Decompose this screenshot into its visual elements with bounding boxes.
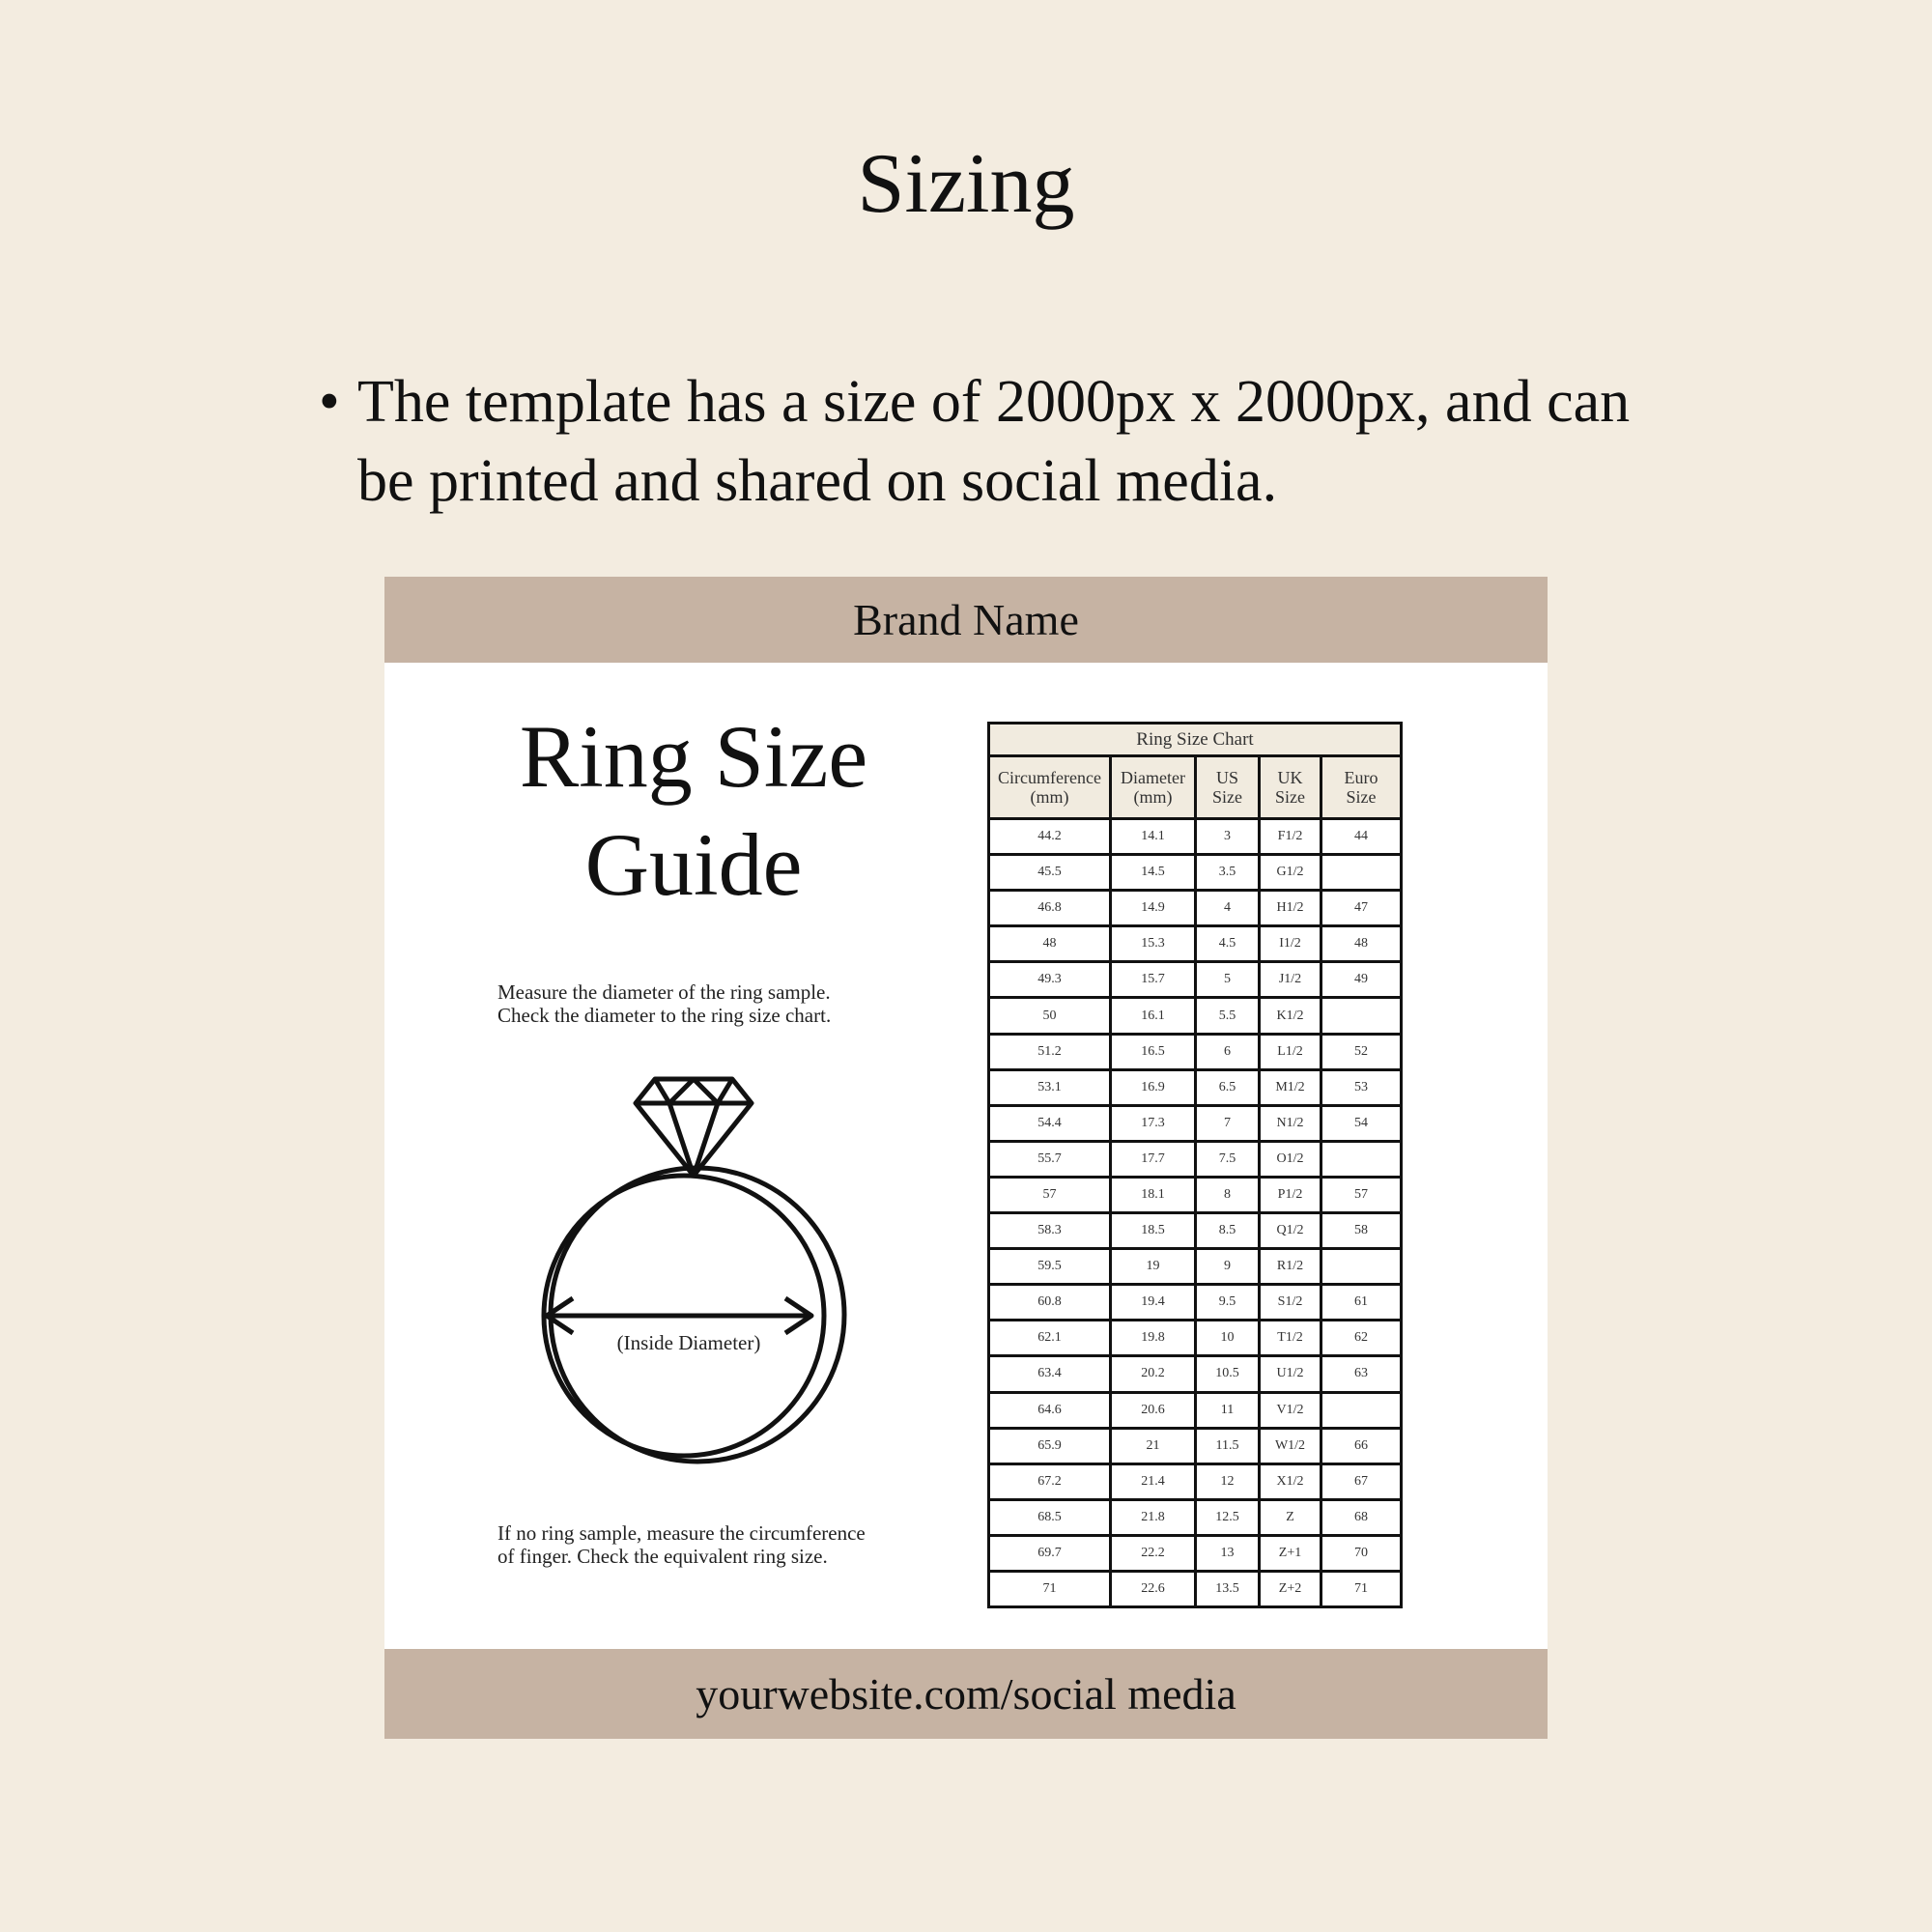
diameter-instruction [497, 980, 831, 1027]
table-row [989, 819, 1402, 855]
table-cell: 8 [1196, 1177, 1260, 1212]
table-cell: 22.6 [1111, 1571, 1196, 1606]
table-row [989, 1356, 1402, 1392]
table-cell: 52 [1321, 1034, 1402, 1069]
table-cell: 57 [989, 1177, 1111, 1212]
table-cell: 53 [1321, 1069, 1402, 1105]
table-cell: 49 [1321, 962, 1402, 998]
table-cell: 50 [989, 998, 1111, 1034]
table-cell: W1/2 [1260, 1428, 1321, 1463]
table-cell: 62 [1321, 1321, 1402, 1356]
table-cell: 19.4 [1111, 1285, 1196, 1321]
table-cell: F1/2 [1260, 819, 1321, 855]
table-cell [1321, 1141, 1402, 1177]
table-cell: L1/2 [1260, 1034, 1321, 1069]
column-header-line: Size [1212, 787, 1242, 807]
table-cell: 9 [1196, 1249, 1260, 1285]
column-header [989, 756, 1111, 819]
table-cell: 59.5 [989, 1249, 1111, 1285]
table-cell: 13.5 [1196, 1571, 1260, 1606]
table-cell: 4 [1196, 891, 1260, 926]
page-title: Sizing [857, 137, 1075, 231]
table-cell: 21.8 [1111, 1499, 1196, 1535]
table-cell: 46.8 [989, 891, 1111, 926]
table-row [989, 1141, 1402, 1177]
brand-name-header: Brand Name [384, 577, 1548, 663]
ring-diagram-icon [520, 1069, 867, 1494]
table-row [989, 855, 1402, 891]
table-cell: Z+2 [1260, 1571, 1321, 1606]
column-header-line: (mm) [1133, 787, 1173, 807]
table-cell: 6 [1196, 1034, 1260, 1069]
table-cell: T1/2 [1260, 1321, 1321, 1356]
table-cell: 11 [1196, 1392, 1260, 1428]
table-cell: 48 [989, 926, 1111, 962]
table-cell: R1/2 [1260, 1249, 1321, 1285]
table-cell: 7 [1196, 1105, 1260, 1141]
table-cell: 58.3 [989, 1213, 1111, 1249]
inside-diameter-label: (Inside Diameter) [616, 1331, 761, 1354]
column-header-line: UK [1277, 768, 1303, 787]
column-header [1111, 756, 1196, 819]
table-cell: 12.5 [1196, 1499, 1260, 1535]
table-cell: 3 [1196, 819, 1260, 855]
table-cell: 19 [1111, 1249, 1196, 1285]
column-header-line: Euro [1344, 768, 1378, 787]
table-cell: 20.6 [1111, 1392, 1196, 1428]
diamond-icon [636, 1079, 752, 1176]
table-cell: 65.9 [989, 1428, 1111, 1463]
website-footer: yourwebsite.com/social media [384, 1649, 1548, 1739]
table-row [989, 1463, 1402, 1499]
table-row [989, 1069, 1402, 1105]
table-cell: 44.2 [989, 819, 1111, 855]
table-cell: H1/2 [1260, 891, 1321, 926]
table-cell: 64.6 [989, 1392, 1111, 1428]
table-cell: Z+1 [1260, 1535, 1321, 1571]
table-cell: G1/2 [1260, 855, 1321, 891]
table-row [989, 1213, 1402, 1249]
table-row [989, 1428, 1402, 1463]
column-header-line: Circumference [998, 768, 1101, 787]
table-cell: 21 [1111, 1428, 1196, 1463]
table-row [989, 1392, 1402, 1428]
table-cell: 67 [1321, 1463, 1402, 1499]
table-cell: 17.3 [1111, 1105, 1196, 1141]
table-cell: Z [1260, 1499, 1321, 1535]
table-cell: J1/2 [1260, 962, 1321, 998]
table-cell: 12 [1196, 1463, 1260, 1499]
table-cell: 58 [1321, 1213, 1402, 1249]
column-header [1260, 756, 1321, 819]
table-cell: K1/2 [1260, 998, 1321, 1034]
table-cell: 16.5 [1111, 1034, 1196, 1069]
table-row [989, 1571, 1402, 1606]
bullet-text: The template has a size of 2000px x 2000px, and can be printed and shared on social media. [357, 369, 1631, 514]
column-header-line: Size [1275, 787, 1305, 807]
table-cell: 68.5 [989, 1499, 1111, 1535]
table-cell: 5 [1196, 962, 1260, 998]
table-cell: 66 [1321, 1428, 1402, 1463]
table-cell: 20.2 [1111, 1356, 1196, 1392]
table-row [989, 998, 1402, 1034]
table-cell: 3.5 [1196, 855, 1260, 891]
table-row [989, 1535, 1402, 1571]
bullet-item [319, 362, 1671, 521]
column-header [1321, 756, 1402, 819]
table-cell: 13 [1196, 1535, 1260, 1571]
table-cell: 67.2 [989, 1463, 1111, 1499]
chart-caption: Ring Size Chart [989, 724, 1402, 756]
column-header-line: (mm) [1030, 787, 1069, 807]
table-cell: 5.5 [1196, 998, 1260, 1034]
table-cell [1321, 855, 1402, 891]
table-cell: 14.5 [1111, 855, 1196, 891]
column-header-line: Diameter [1121, 768, 1185, 787]
table-cell: 61 [1321, 1285, 1402, 1321]
table-cell: 54 [1321, 1105, 1402, 1141]
table-row [989, 962, 1402, 998]
table-cell: X1/2 [1260, 1463, 1321, 1499]
table-row [989, 1285, 1402, 1321]
bullet-dot-icon: • [319, 369, 340, 435]
column-header-line: US [1215, 768, 1238, 787]
instruction-line: Measure the diameter of the ring sample. [497, 980, 831, 1004]
table-cell: 63.4 [989, 1356, 1111, 1392]
table-cell: 47 [1321, 891, 1402, 926]
table-cell: U1/2 [1260, 1356, 1321, 1392]
table-cell: P1/2 [1260, 1177, 1321, 1212]
table-cell: 45.5 [989, 855, 1111, 891]
table-row [989, 926, 1402, 962]
column-header-line: Size [1346, 787, 1377, 807]
table-row [989, 1177, 1402, 1212]
table-cell: 62.1 [989, 1321, 1111, 1356]
table-cell: 60.8 [989, 1285, 1111, 1321]
guide-title-line1: Ring Size [519, 707, 868, 806]
table-row [989, 1249, 1402, 1285]
guide-title [500, 702, 887, 919]
instruction-line: Check the diameter to the ring size chart. [497, 1004, 832, 1027]
table-cell: 10 [1196, 1321, 1260, 1356]
table-cell [1321, 998, 1402, 1034]
table-cell: 17.7 [1111, 1141, 1196, 1177]
table-cell: 14.9 [1111, 891, 1196, 926]
table-row [989, 1105, 1402, 1141]
table-cell: 10.5 [1196, 1356, 1260, 1392]
table-cell: 71 [989, 1571, 1111, 1606]
table-cell: 16.1 [1111, 998, 1196, 1034]
table-cell: 55.7 [989, 1141, 1111, 1177]
table-row [989, 1034, 1402, 1069]
table-cell: 71 [1321, 1571, 1402, 1606]
table-cell: 53.1 [989, 1069, 1111, 1105]
table-cell: 19.8 [1111, 1321, 1196, 1356]
circumference-instruction [497, 1521, 866, 1568]
table-cell: 11.5 [1196, 1428, 1260, 1463]
table-cell: 14.1 [1111, 819, 1196, 855]
table-cell: 7.5 [1196, 1141, 1260, 1177]
table-cell: 57 [1321, 1177, 1402, 1212]
table-row [989, 891, 1402, 926]
table-cell: O1/2 [1260, 1141, 1321, 1177]
table-cell: 70 [1321, 1535, 1402, 1571]
table-cell: 54.4 [989, 1105, 1111, 1141]
table-cell: S1/2 [1260, 1285, 1321, 1321]
table-cell: 18.5 [1111, 1213, 1196, 1249]
table-cell: V1/2 [1260, 1392, 1321, 1428]
table-cell [1321, 1392, 1402, 1428]
table-cell: 69.7 [989, 1535, 1111, 1571]
table-cell: I1/2 [1260, 926, 1321, 962]
table-cell: 4.5 [1196, 926, 1260, 962]
table-cell: 44 [1321, 819, 1402, 855]
table-cell: 63 [1321, 1356, 1402, 1392]
table-cell: 48 [1321, 926, 1402, 962]
table-cell: 15.3 [1111, 926, 1196, 962]
ring-size-template-preview [384, 577, 1548, 1739]
table-cell: 49.3 [989, 962, 1111, 998]
table-cell: 9.5 [1196, 1285, 1260, 1321]
table-cell: 51.2 [989, 1034, 1111, 1069]
table-cell: Q1/2 [1260, 1213, 1321, 1249]
table-cell: 6.5 [1196, 1069, 1260, 1105]
column-header [1196, 756, 1260, 819]
ring-size-chart [987, 722, 1403, 1608]
instruction-line: of finger. Check the equivalent ring size. [497, 1545, 828, 1568]
table-row [989, 1499, 1402, 1535]
table-cell: 68 [1321, 1499, 1402, 1535]
table-cell: 21.4 [1111, 1463, 1196, 1499]
table-cell [1321, 1249, 1402, 1285]
table-cell: 16.9 [1111, 1069, 1196, 1105]
table-cell: 8.5 [1196, 1213, 1260, 1249]
table-row [989, 1321, 1402, 1356]
instruction-line: If no ring sample, measure the circumference [497, 1521, 866, 1545]
table-cell: 15.7 [1111, 962, 1196, 998]
table-cell: M1/2 [1260, 1069, 1321, 1105]
table-cell: 18.1 [1111, 1177, 1196, 1212]
guide-title-line2: Guide [584, 815, 803, 914]
table-cell: N1/2 [1260, 1105, 1321, 1141]
table-cell: 22.2 [1111, 1535, 1196, 1571]
